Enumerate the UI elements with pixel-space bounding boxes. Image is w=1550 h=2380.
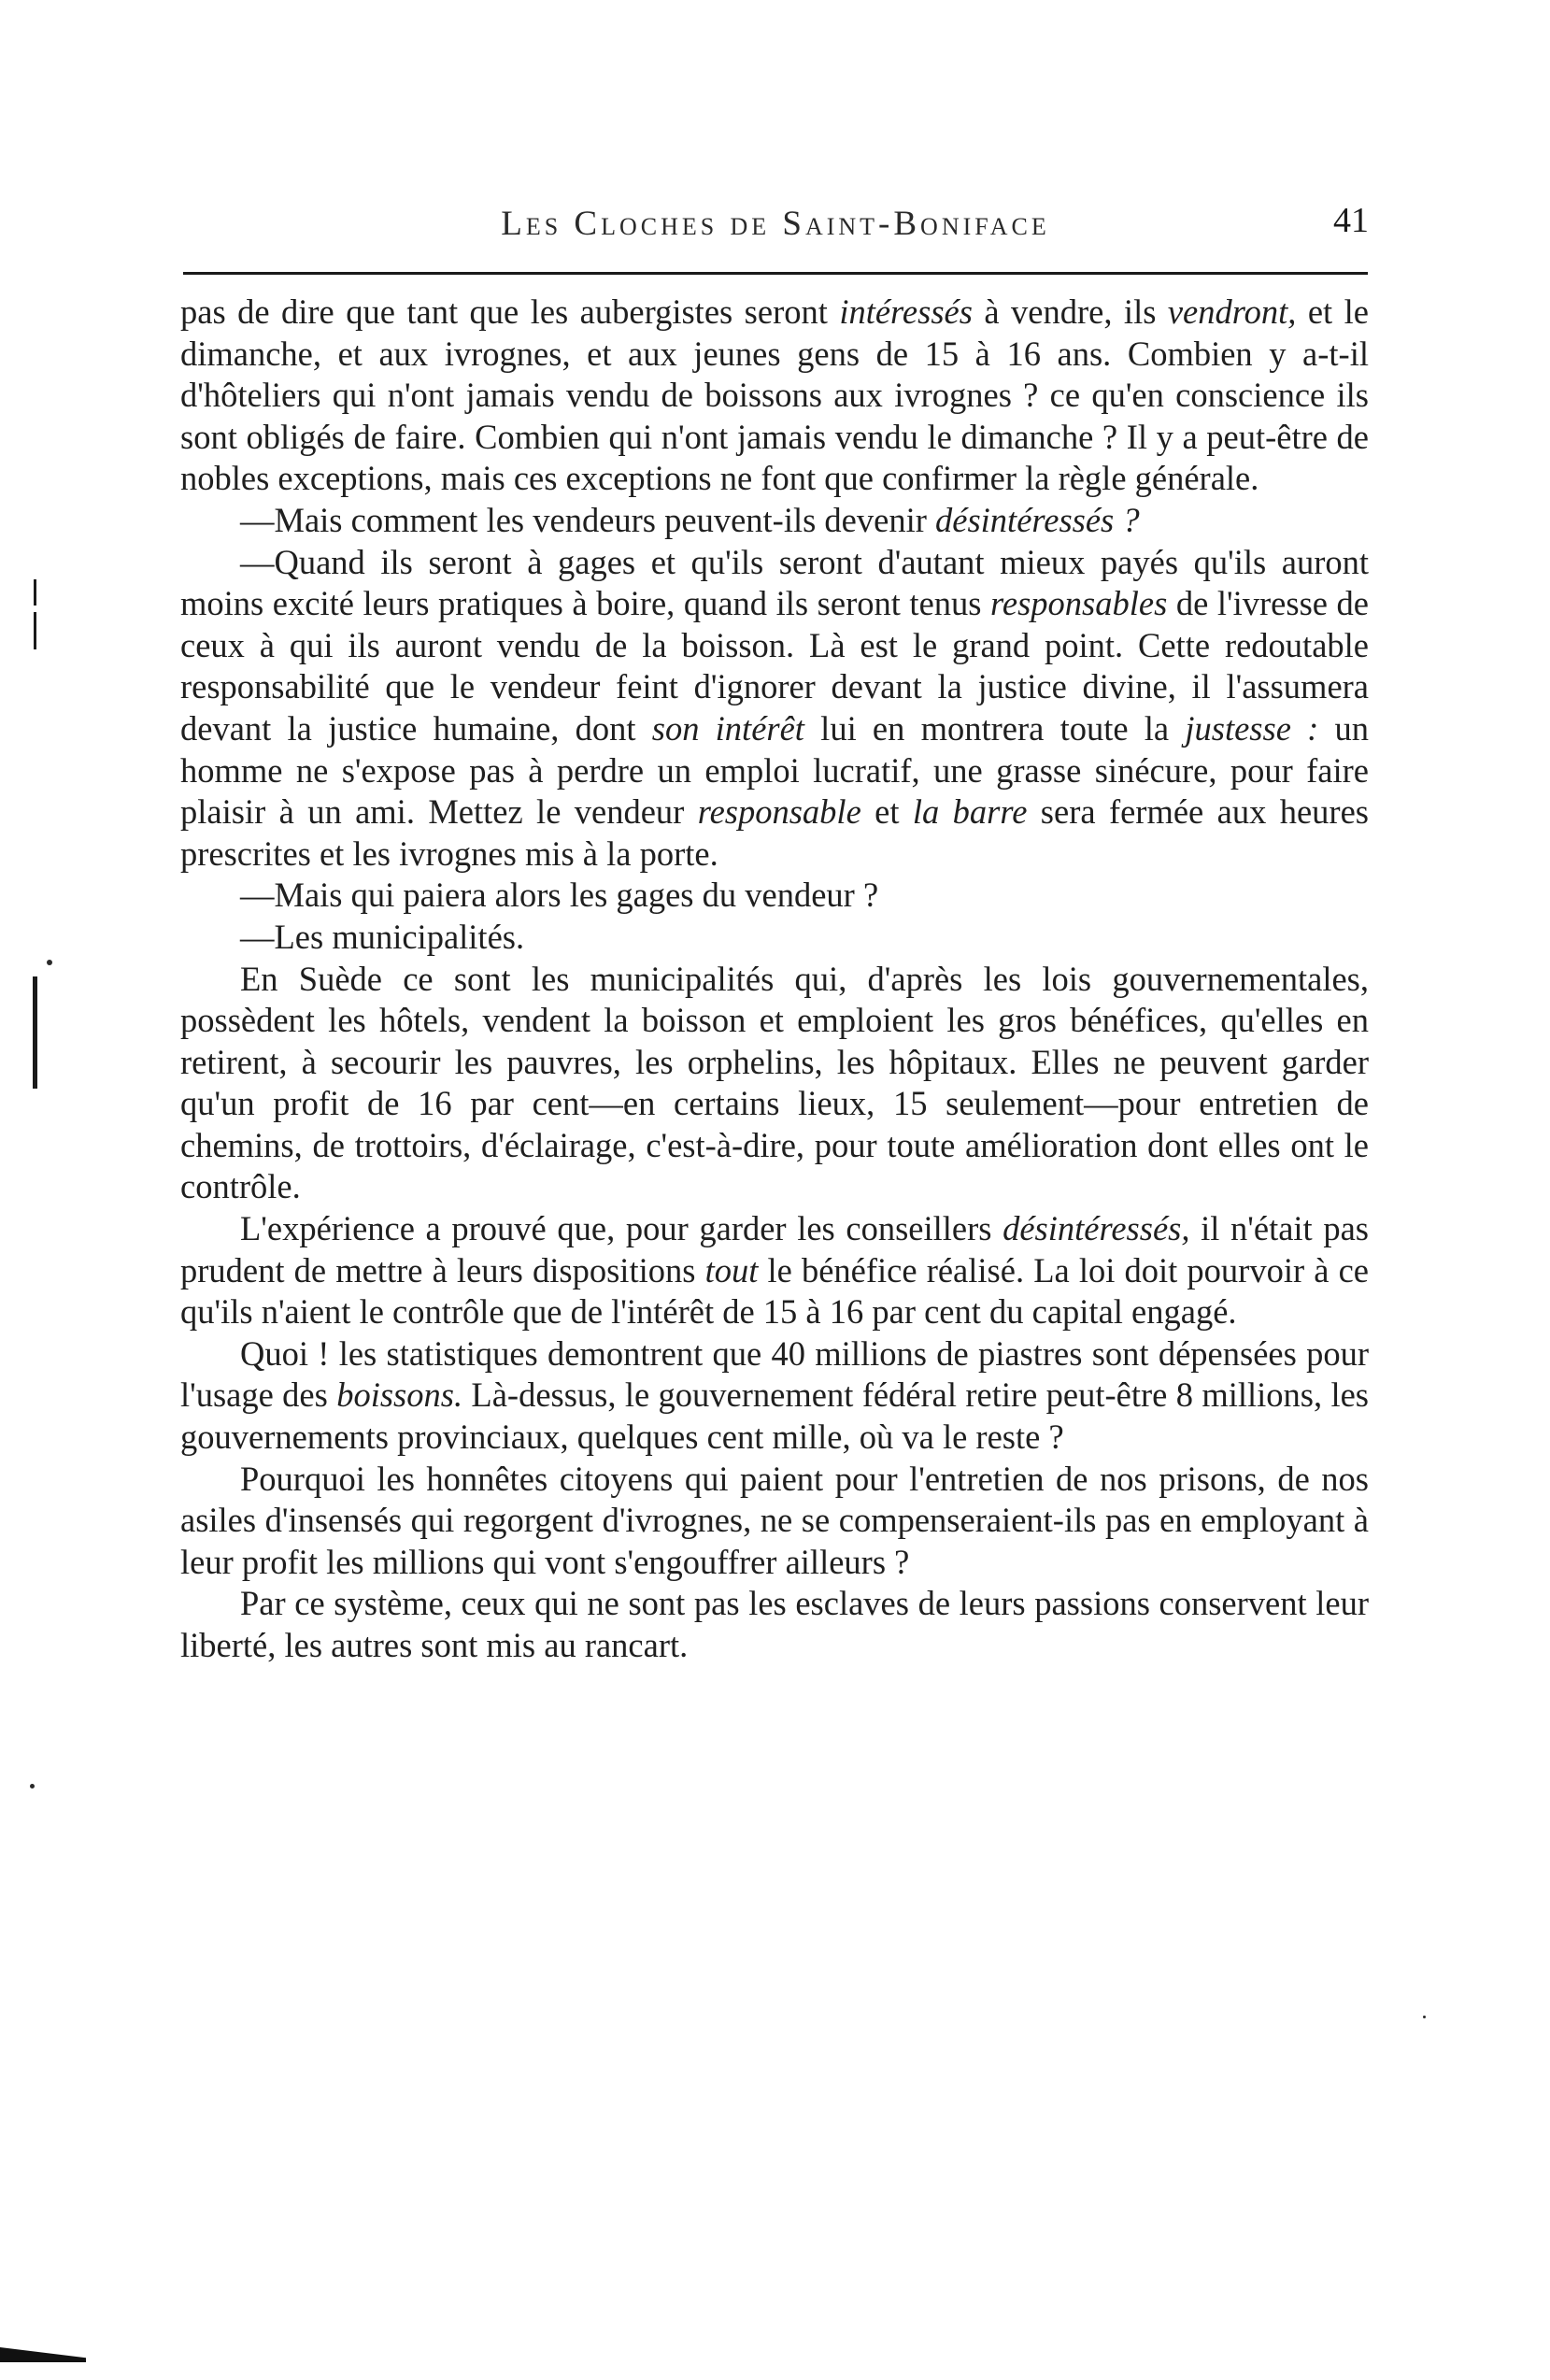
text-run: Quoi ! les statistiques demontrent que 40 millions de piastres sont dépensées pour l'usage des (180, 1333, 1369, 1415)
text-run: et le dimanche, et aux ivrognes, et aux jeunes gens de 15 à 16 ans. Combien y a-t-il d'hôteliers qui n'ont jamais vendu de boissons aux ivrognes ? ce qu'en conscience ils sont obligés de faire. Combien qui n'ont jamais vendu le dimanche ? Il y a peut-être de nobles exceptions, mais ces exceptions ne font que confirmer la règle générale. (180, 292, 1369, 498)
corner-smudge (0, 2347, 86, 2362)
text-run: —Mais comment les vendeurs peuvent-ils devenir (240, 500, 936, 539)
paragraph-5 (180, 917, 1369, 959)
text-run: le bénéfice réalisé. La loi doit pourvoir à ce qu'ils n'aient le contrôle que de l'intérêt de 15 à 16 par cent du capital engagé. (180, 1250, 1369, 1332)
paragraph-4 (180, 875, 1369, 917)
text-run: Pourquoi les honnêtes citoyens qui paient pour l'entretien de nos prisons, de nos asiles d'insensés qui regorgent d'ivrognes, ne se compenseraient-ils pas en employant à leur profit les millions qui vont s'engouffrer ailleurs ? (180, 1459, 1369, 1581)
italic-run: son intérêt (651, 708, 804, 748)
paragraph-3 (180, 542, 1369, 876)
italic-run: intéressés (839, 292, 973, 331)
margin-bar-mark (33, 976, 37, 1089)
text-run: —Quand ils seront à gages et qu'ils seront d'autant mieux payés qu'ils auront moins excité leurs pratiques à boire, quand ils seront tenus (180, 542, 1369, 623)
italic-run: désintéressés ? (935, 500, 1140, 539)
header-rule (183, 272, 1368, 275)
text-run: à vendre, ils (972, 292, 1168, 331)
italic-run: boissons. (336, 1375, 463, 1415)
paragraph-1 (180, 292, 1369, 500)
margin-tick-mark (34, 612, 36, 649)
paragraph-8 (180, 1333, 1369, 1459)
text-run: —Les municipalités. (240, 917, 525, 956)
text-run: un homme ne s'expose pas à perdre un emploi lucratif, une grasse sinécure, pour faire plaisir à un ami. Mettez le vendeur (180, 708, 1370, 832)
italic-run: la barre (912, 792, 1028, 832)
margin-speck (1423, 2016, 1426, 2018)
italic-run: vendront, (1167, 292, 1297, 331)
text-run: pas de dire que tant que les aubergistes seront (180, 292, 840, 331)
text-run: Par ce système, ceux qui ne sont pas les esclaves de leurs passions conservent leur liberté, les autres sont mis au rancart. (180, 1584, 1369, 1664)
italic-run: responsables (990, 584, 1168, 623)
margin-speck (30, 1784, 35, 1789)
text-run: L'expérience a prouvé que, pour garder les conseillers (240, 1209, 1003, 1248)
running-title: Les Cloches de Saint-Boniface (501, 205, 1050, 243)
text-run: —Mais qui paiera alors les gages du vendeur ? (240, 876, 879, 915)
paragraph-10 (180, 1583, 1369, 1666)
page-number: 41 (1333, 201, 1369, 240)
text-run: sera fermée aux heures prescrites et les ivrognes mis à la porte. (180, 792, 1369, 873)
italic-run: justesse : (1185, 708, 1319, 748)
italic-run: tout (704, 1250, 759, 1290)
text-run: il n'était pas prudent de mettre à leurs dispositions (180, 1209, 1369, 1290)
paragraph-2 (180, 500, 1369, 542)
text-run: En Suède ce sont les municipalités qui, d'après les lois gouvernementales, possèdent les hôtels, vendent la boisson et emploient les gros bénéfices, qu'elles en retirent, à secourir les pauvres, les orphelins, les hôpitaux. Elles ne peuvent garder qu'un profit de 16 par cent—en certains lieux, 15 seulement—pour entretien de chemins, de trottoirs, d'éclairage, c'est-à-dire, pour toute amélioration dont elles ont le contrôle. (180, 959, 1369, 1206)
text-run: et (860, 792, 913, 832)
paragraph-9 (180, 1459, 1369, 1584)
italic-run: désintéressés, (1003, 1209, 1190, 1248)
italic-run: responsable (697, 792, 861, 832)
paragraph-7 (180, 1208, 1369, 1333)
text-run: Là-dessus, le gouvernement fédéral retire peut-être 8 millions, les gouvernements provinciaux, quelques cent mille, où va le reste ? (180, 1375, 1369, 1457)
paragraph-6 (180, 959, 1369, 1209)
margin-speck (47, 960, 52, 965)
margin-tick-mark (34, 579, 36, 606)
body-text (180, 292, 1369, 1667)
running-head (182, 198, 1369, 254)
text-run: lui en montrera toute la (803, 708, 1186, 748)
text-run: de l'ivresse de ceux à qui ils auront vendu de la boisson. Là est le grand point. Cette redoutable responsabilité que le vendeur feint d'ignorer devant la justice divine, il l'assumera devant la justice humaine, dont (180, 584, 1369, 748)
